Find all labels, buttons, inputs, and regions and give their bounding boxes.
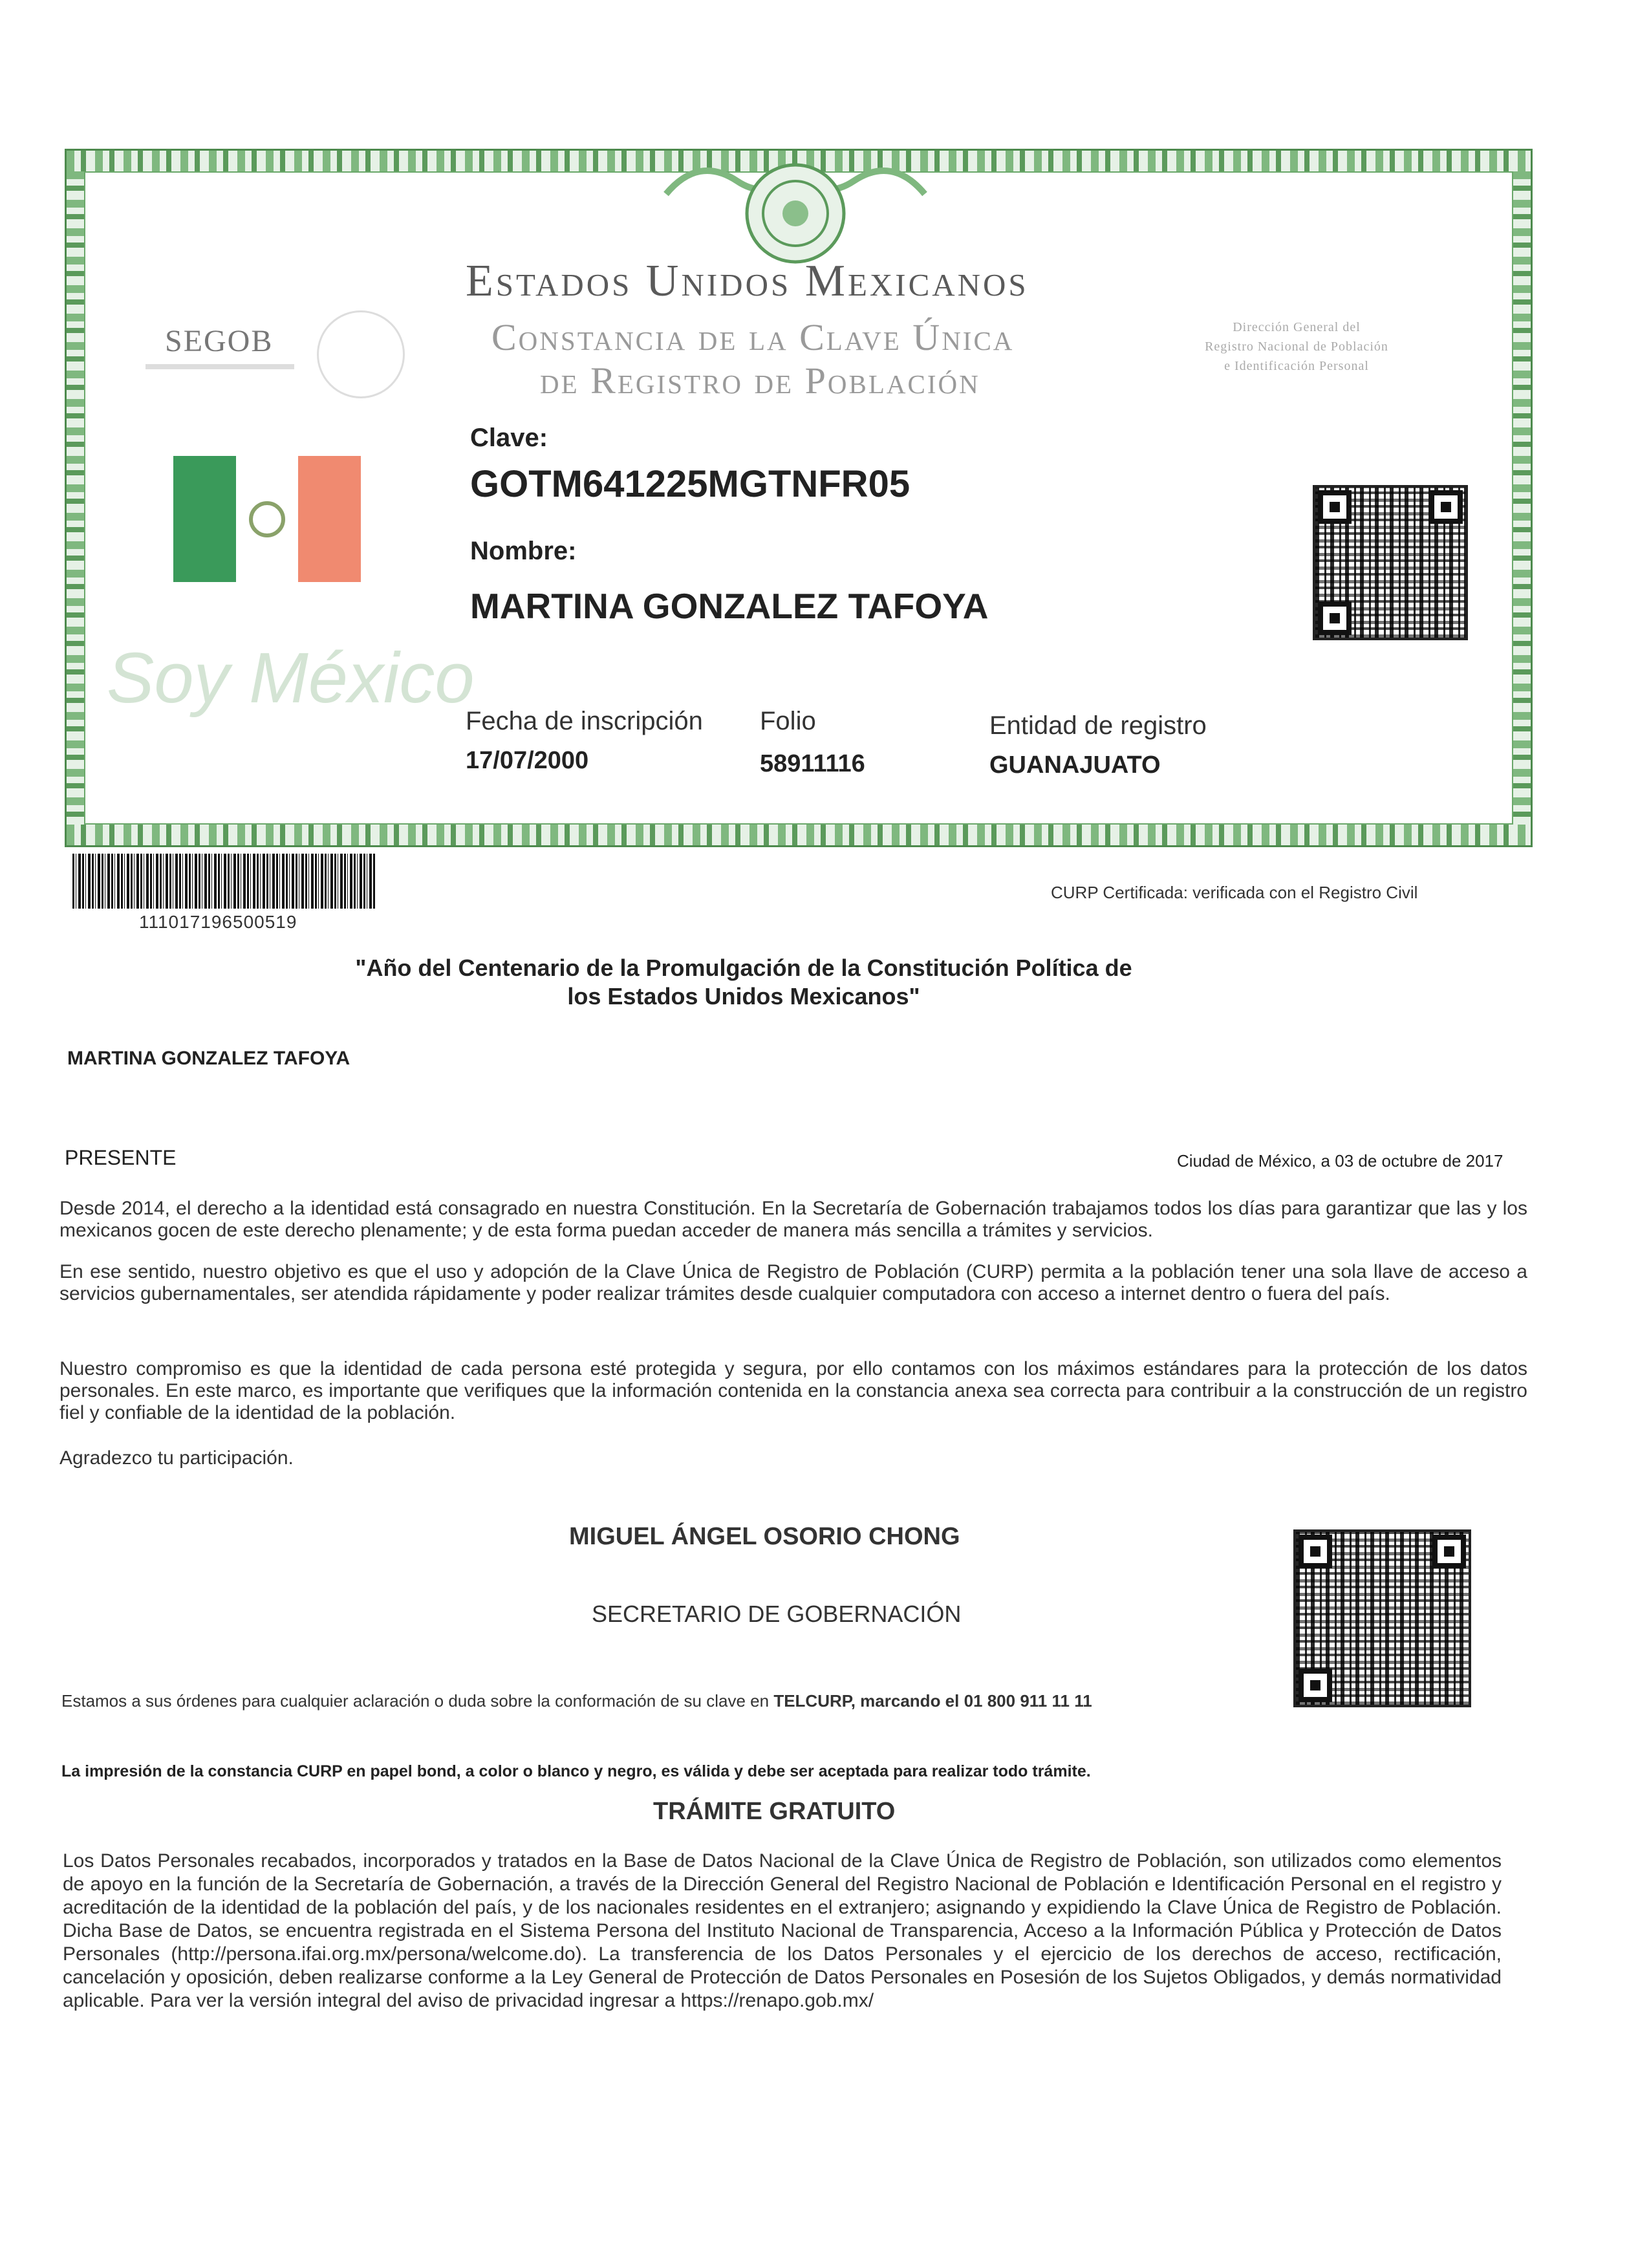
mexican-flag-icon <box>173 456 361 582</box>
letter-presente: PRESENTE <box>65 1146 177 1169</box>
title-estados-unidos: Estados Unidos Mexicanos <box>466 256 1029 306</box>
guilloche-border-right <box>1513 171 1531 825</box>
entidad-value: GUANAJUATO <box>989 751 1161 779</box>
title-registro: de Registro de Población <box>540 360 980 402</box>
year-motto <box>323 954 1164 1011</box>
folio-label: Folio <box>760 707 816 735</box>
nombre-label: Nombre: <box>470 537 577 565</box>
signature-qr-code-icon <box>1293 1529 1471 1707</box>
letter-date: Ciudad de México, a 03 de octubre de 2017 <box>1177 1151 1503 1171</box>
tramite-gratuito-heading: TRÁMITE GRATUITO <box>653 1798 896 1825</box>
telcurp-text: Estamos a sus órdenes para cualquier aclaración o duda sobre la conformación de su clave en <box>61 1691 774 1711</box>
qr-code-icon <box>1313 485 1468 640</box>
dgr-line-1: Dirección General del <box>1233 320 1361 334</box>
barcode-number: 111017196500519 <box>139 912 297 932</box>
segob-subtitle-line <box>146 364 294 369</box>
title-constancia: Constancia de la Clave Única <box>491 316 1015 358</box>
year-motto-line-2: los Estados Unidos Mexicanos" <box>567 983 920 1010</box>
letter-recipient: MARTINA GONZALEZ TAFOYA <box>67 1048 350 1069</box>
clave-label: Clave: <box>470 424 548 452</box>
barcode-icon <box>72 854 375 909</box>
letter-paragraph-4: Agradezco tu participación. <box>59 1447 294 1469</box>
year-motto-line-1: "Año del Centenario de la Promulgación de la Constitución Política de <box>355 955 1132 981</box>
curp-certificada-note: CURP Certificada: verificada con el Registro Civil <box>1051 883 1418 902</box>
telcurp-phone: TELCURP, marcando el 01 800 911 11 11 <box>773 1691 1092 1711</box>
folio-value: 58911116 <box>760 750 865 777</box>
letter-paragraph-3: Nuestro compromiso es que la identidad de cada persona esté protegida y segura, por ello contamos con los máximos estándares para la protección de los datos personales. En este marco, es importante que verifiques que la información contenida en la constancia anexa sea correcta para contribuir a la construcción de un registro fiel y confiable de la identidad de la población. <box>59 1358 1527 1423</box>
guilloche-border-left <box>67 171 84 825</box>
dgr-line-2: Registro Nacional de Población <box>1205 340 1388 354</box>
clave-value: GOTM641225MGTNFR05 <box>470 463 911 505</box>
guilloche-border-bottom <box>67 825 1531 845</box>
fecha-label: Fecha de inscripción <box>466 707 703 735</box>
signer-title: SECRETARIO DE GOBERNACIÓN <box>592 1601 962 1627</box>
nombre-value: MARTINA GONZALEZ TAFOYA <box>470 586 989 626</box>
dgr-line-3: e Identificación Personal <box>1224 359 1369 373</box>
letter-paragraph-1: Desde 2014, el derecho a la identidad está consagrado en nuestra Constitución. En la Secretaría de Gobernación trabajamos todos los días para garantizar que las y los mexicanos gocen de este derecho plenamente; y de esta forma puedan acceder de manera más sencilla a trámites y servicios. <box>59 1198 1527 1241</box>
letter-paragraph-2: En ese sentido, nuestro objetivo es que el uso y adopción de la Clave Única de Registro de Población (CURP) permita a la población tener una sola llave de acceso a servicios gubernamentales, ser atendida rápidamente y poder realizar trámites desde cualquier computadora con acceso a internet dentro o fuera del país. <box>59 1261 1527 1304</box>
privacy-notice: Los Datos Personales recabados, incorporados y tratados en la Base de Datos Nacional de la Clave Única de Registro de Población, son utilizados como elementos de apoyo en la función de la Secretaría de Gobernación, a través de la Dirección General del Registro Nacional de Población e Identificación Personal en el registro y acreditación de la identidad de la población del país, y de los nacionales residentes en el extranjero; asignando y expidiendo la Clave Única de Registro de Población. Dicha Base de Datos, se encuentra registrada en el Sistema Persona del Instituto Nacional de Transparencia, Acceso a la Información Pública y Protección de Datos Personales (http://persona.ifai.org.mx/persona/welcome.do). La transferencia de los Datos Personales y el ejercicio de los derechos de acceso, rectificación, cancelación y oposición, deben realizarse conforme a la Ley General de Protección de Datos Personales en Posesión de los Sujetos Obligados, y demás normatividad aplicable. Para ver la versión integral del aviso de privacidad ingresar a https://renapo.gob.mx/ <box>63 1850 1502 2011</box>
telcurp-note <box>61 1691 1092 1711</box>
seal-icon <box>317 310 405 398</box>
segob-logo: SEGOB <box>165 324 274 358</box>
signer-name: MIGUEL ÁNGEL OSORIO CHONG <box>569 1523 960 1550</box>
fecha-value: 17/07/2000 <box>466 747 589 774</box>
impresion-note: La impresión de la constancia CURP en papel bond, a color o blanco y negro, es válida y debe ser aceptada para realizar todo trámite. <box>61 1762 1091 1780</box>
soy-mexico-watermark: Soy México <box>107 638 475 718</box>
entidad-label: Entidad de registro <box>989 711 1207 740</box>
